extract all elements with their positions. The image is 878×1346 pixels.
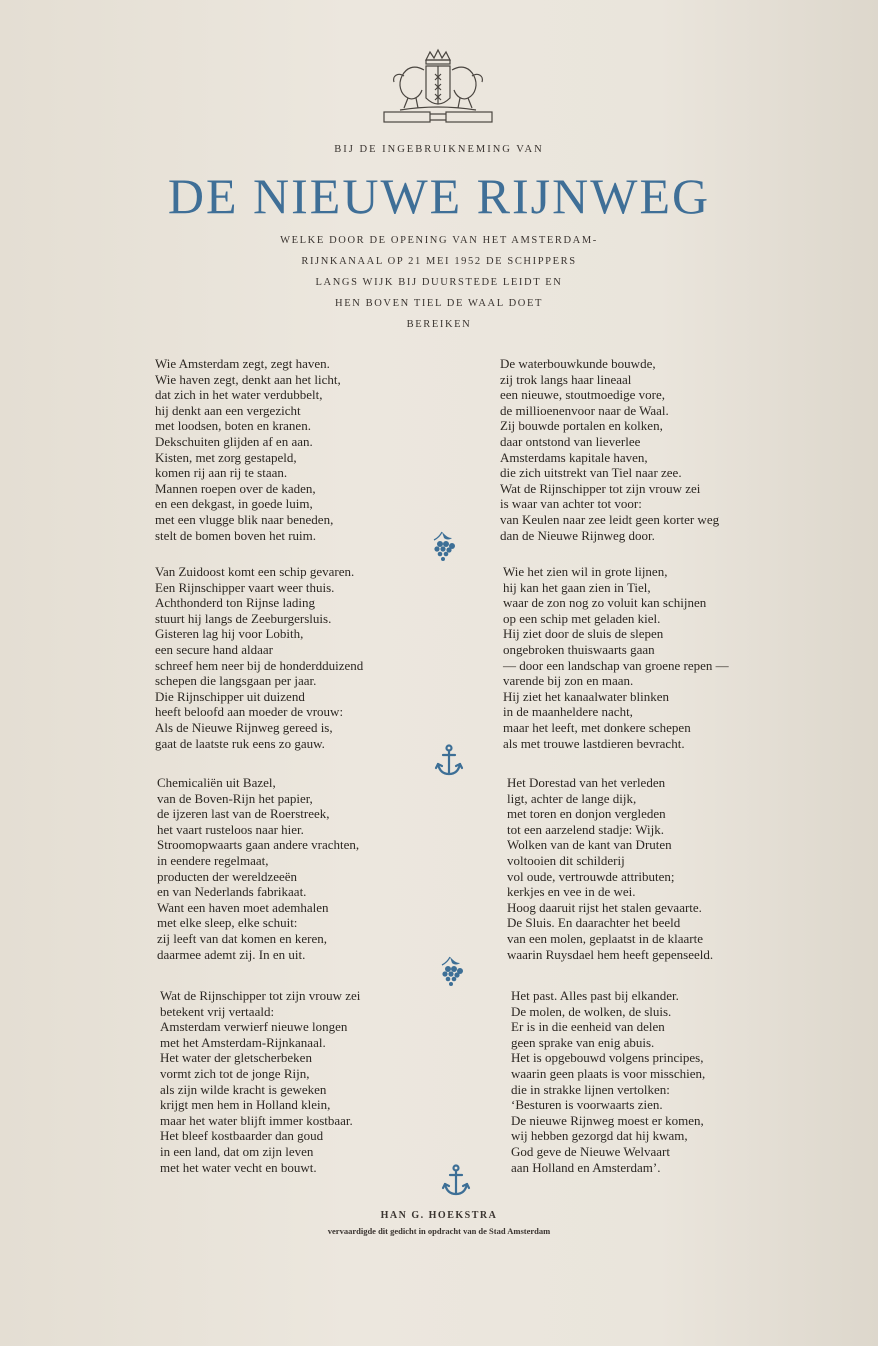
verse-line: een secure hand aldaar [155,641,274,657]
verse-line: zij leeft van dat komen en keren, [157,930,328,946]
verse-line: zij trok langs haar lineaal [500,371,632,387]
verse-line: Dekschuiten glijden af en aan. [155,433,313,449]
verse-line: Het past. Alles past bij elkander. [511,988,679,1003]
verse-line: Hij ziet door de sluis de slepen [503,626,664,642]
verse-line: de millioenenvoor naar de Waal. [500,402,669,418]
stanza-right-2 [503,564,803,751]
amsterdam-coat-of-arms-icon [380,46,496,130]
verse-line: hij kan het gaan zien in Tiel, [503,579,651,595]
verse-line: als met trouwe lastdieren bevracht. [503,735,685,751]
verse-line: maar het water blijft immer kostbaar. [160,1112,353,1128]
verse-line: die zich uitstrekt van Tiel naar zee. [500,465,682,481]
stanza-left-4 [160,988,460,1175]
verse-line: met toren en donjon vergleden [507,806,666,822]
verse-line: aan Holland en Amsterdam’. [511,1159,661,1175]
stanza-left-3 [157,775,457,962]
verse-line: op een schip met geladen kiel. [503,610,661,626]
grape-vine-icon [428,530,458,564]
verse-line: een nieuwe, stoutmoedige vore, [500,387,665,403]
verse-line: Amsterdam verwierf nieuwe longen [160,1019,348,1035]
verse-line: geen sprake van enig abuis. [511,1034,655,1050]
verse-line: voltooien dit schilderij [507,852,625,868]
verse-line: Het Dorestad van het verleden [507,775,666,790]
verse-line: in een land, dat om zijn leven [160,1143,314,1159]
verse-line: in eendere regelmaat, [157,852,269,868]
verse-line: wij hebben gezorgd dat hij kwam, [511,1128,688,1144]
verse-line: dan de Nieuwe Rijnweg door. [500,527,655,543]
verse-line: met een vlugge blik naar beneden, [155,511,334,527]
verse-line: maar het leeft, met donkere schepen [503,719,691,735]
verse-line: Wie het zien wil in grote lijnen, [503,564,668,579]
stanza-left-2 [155,564,455,751]
verse-line: Achthonderd ton Rijnse lading [155,595,315,611]
verse-line: stuurt hij langs de Zeeburgersluis. [155,610,332,626]
verse-line: met het Amsterdam-Rijnkanaal. [160,1034,326,1050]
anchor-icon [441,1164,471,1198]
poster-title: DE NIEUWE RIJNWEG [167,168,711,224]
verse-line: van de Boven-Rijn het papier, [157,790,313,806]
intro-line: BIJ DE INGEBRUIKNEMING VAN [334,144,544,155]
verse-line: Mannen roepen over de kaden, [155,480,316,496]
verse-line: met loodsen, boten en kranen. [155,418,311,434]
author-name: HAN G. HOEKSTRA [380,1210,498,1221]
verse-line: producten der wereldzeeën [157,868,298,884]
verse-line: — door een landschap van groene repen — [503,657,729,673]
verse-line: Chemicaliën uit Bazel, [157,775,276,790]
stanza-right-1 [500,356,800,543]
verse-line: schreef hem neer bij de honderdduizend [155,657,364,673]
verse-line: en van Nederlands fabrikaat. [157,884,307,900]
stanza-left-1 [155,356,455,543]
verse-line: De waterbouwkunde bouwde, [500,356,656,371]
verse-line: van een molen, geplaatst in de klaarte [507,930,704,946]
verse-line: Gisteren lag hij voor Lobith, [155,626,304,642]
verse-line: De nieuwe Rijnweg moest er komen, [511,1112,704,1128]
verse-line: Wie haven zegt, denkt aan het licht, [155,371,341,387]
verse-line: komen rij aan rij te staan. [155,465,288,481]
verse-line: heeft beloofd aan moeder de vrouw: [155,704,344,720]
verse-line: het vaart rusteloos naar hier. [157,821,304,837]
verse-line: in de maanheldere nacht, [503,704,633,720]
verse-line: is waar van achter tot voor: [500,496,642,512]
verse-line: De molen, de wolken, de sluis. [511,1003,672,1019]
subtitle-line: LANGS WIJK BIJ DUURSTEDE LEIDT EN [315,277,563,288]
verse-line: Want een haven moet ademhalen [157,899,329,915]
verse-line: Als de Nieuwe Rijnweg gereed is, [155,719,333,735]
verse-line: ongebroken thuiswaarts gaan [503,641,655,657]
verse-line: met elke sleep, elke schuit: [157,915,298,931]
verse-line: de ijzeren last van de Roerstreek, [157,806,330,822]
verse-line: schepen die langsgaan per jaar. [155,673,317,689]
verse-line: dat zich in het water verdubbelt, [155,387,323,403]
verse-line: Van Zuidoost komt een schip gevaren. [155,564,355,579]
subtitle-line: WELKE DOOR DE OPENING VAN HET AMSTERDAM- [280,235,598,246]
subtitle-line: HEN BOVEN TIEL DE WAAL DOET [335,298,543,309]
verse-line: als zijn wilde kracht is geweken [160,1081,327,1097]
verse-line: God geve de Nieuwe Welvaart [511,1143,670,1159]
subtitle [200,230,678,335]
verse-line: daarmee ademt zij. In en uit. [157,946,306,962]
verse-line: Een Rijnschipper vaart weer thuis. [155,579,335,595]
verse-line: ligt, achter de lange dijk, [507,790,637,806]
verse-line: en een dekgast, in goede luim, [155,496,313,512]
verse-line: Wolken van de kant van Druten [507,837,672,853]
verse-line: vormt zich tot de jonge Rijn, [160,1065,310,1081]
verse-line: hij denkt aan een vergezicht [155,402,301,418]
verse-line: Het is opgebouwd volgens principes, [511,1050,704,1066]
verse-line: De Sluis. En daarachter het beeld [507,915,681,931]
verse-line: stelt de bomen boven het ruim. [155,527,317,543]
verse-line: Zij bouwde portalen en kolken, [500,418,663,434]
verse-line: Wat de Rijnschipper tot zijn vrouw zei [500,480,701,496]
commission-note: vervaardigde dit gedicht in opdracht van de Stad Amsterdam [327,1226,551,1236]
subtitle-line: BEREIKEN [406,319,472,330]
verse-line: betekent vrij vertaald: [160,1003,275,1019]
stanza-right-4 [511,988,811,1175]
verse-line: vol oude, vertrouwde attributen; [507,868,675,884]
verse-line: Er is in die eenheid van delen [511,1019,665,1035]
verse-line: Het bleef kostbaarder dan goud [160,1128,324,1144]
verse-line: met het water vecht en bouwt. [160,1159,317,1175]
verse-line: Die Rijnschipper uit duizend [155,688,305,704]
verse-line: Hij ziet het kanaalwater blinken [503,688,670,704]
verse-line: waarin geen plaats is voor misschien, [511,1065,706,1081]
anchor-icon [434,744,464,778]
verse-line: waarin Ruysdael hem heeft gepenseeld. [507,946,714,962]
verse-line: daar ontstond van lieverlee [500,433,641,449]
grape-vine-icon [436,955,466,989]
verse-line: gaat de laatste ruk eens zo gauw. [155,735,325,751]
subtitle-line: RIJNKANAAL OP 21 MEI 1952 DE SCHIPPERS [301,256,577,267]
verse-line: Amsterdams kapitale haven, [500,449,648,465]
verse-line: Wat de Rijnschipper tot zijn vrouw zei [160,988,361,1003]
verse-line: Kisten, met zorg gestapeld, [155,449,297,465]
verse-line: kerkjes en vee in de wei. [507,884,636,900]
verse-line: Wie Amsterdam zegt, zegt haven. [155,356,330,371]
verse-line: waar de zon nog zo voluit kan schijnen [503,595,707,611]
verse-line: varende bij zon en maan. [503,673,634,689]
verse-line: tot een aarzelend stadje: Wijk. [507,821,664,837]
verse-line: Het water der gletscherbeken [160,1050,312,1066]
verse-line: krijgt men hem in Holland klein, [160,1097,331,1113]
verse-line: ‘Besturen is voorwaarts zien. [511,1097,663,1113]
verse-line: Stroomopwaarts gaan andere vrachten, [157,837,360,853]
verse-line: die in strakke lijnen vertolken: [511,1081,670,1097]
verse-line: van Keulen naar zee leidt geen korter weg [500,511,720,527]
stanza-right-3 [507,775,807,962]
verse-line: Hoog daaruit rijst het stalen gevaarte. [507,899,702,915]
